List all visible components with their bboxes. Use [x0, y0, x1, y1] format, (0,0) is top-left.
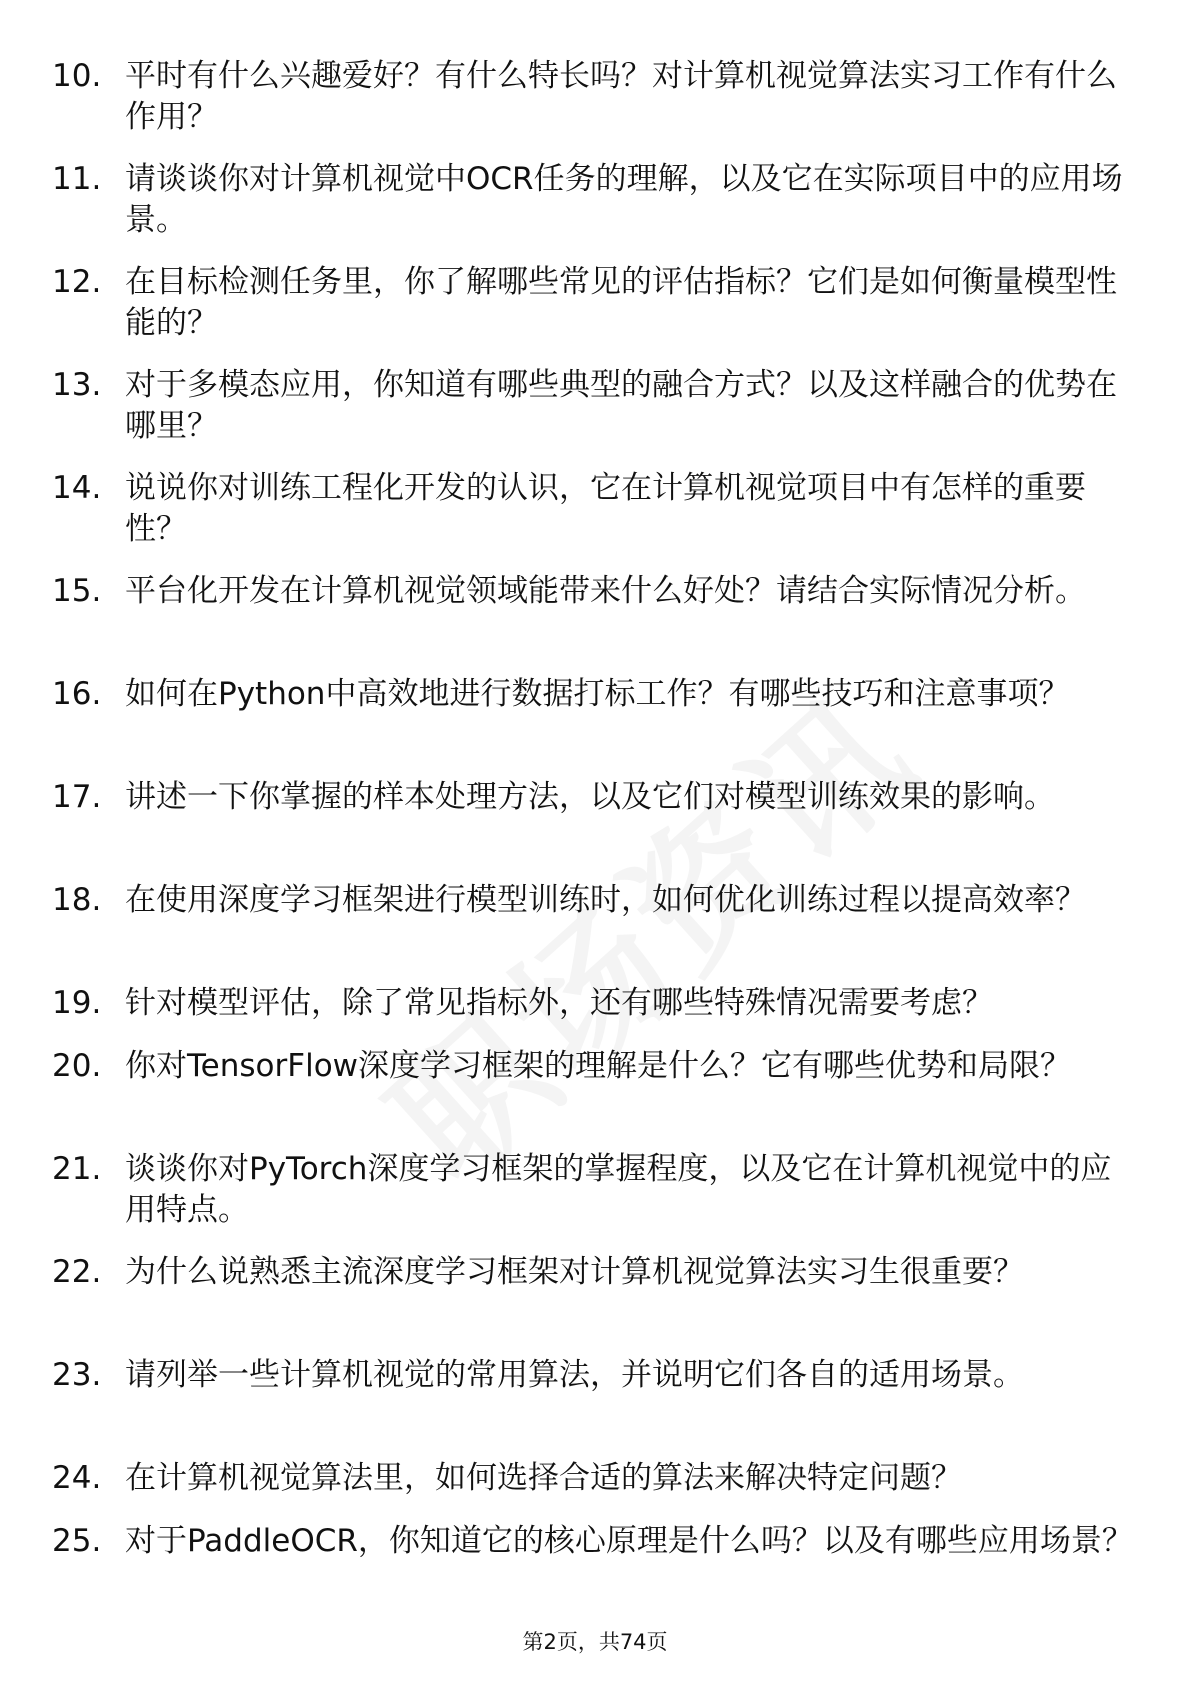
question-number: 10.	[52, 58, 102, 94]
question-text: 如何在Python中高效地进行数据打标工作？有哪些技巧和注意事项？	[125, 676, 1070, 712]
question-text: 说说你对训练工程化开发的认识，它在计算机视觉项目中有怎样的重要性？	[125, 470, 1086, 547]
question-number: 15.	[52, 573, 102, 609]
question-number: 25.	[52, 1523, 102, 1559]
list-item	[0, 674, 1190, 777]
list-item	[0, 159, 1190, 262]
question-list	[0, 56, 1190, 1624]
question-text: 讲述一下你掌握的样本处理方法，以及它们对模型训练效果的影响。	[125, 779, 1055, 815]
question-text: 在目标检测任务里，你了解哪些常见的评估指标？它们是如何衡量模型性能的？	[125, 264, 1117, 341]
list-item	[0, 262, 1190, 365]
question-number: 14.	[52, 470, 102, 506]
question-number: 24.	[52, 1460, 102, 1496]
question-number: 12.	[52, 264, 102, 300]
list-item	[0, 468, 1190, 571]
list-item	[0, 1355, 1190, 1458]
question-text: 针对模型评估，除了常见指标外，还有哪些特殊情况需要考虑？	[125, 985, 993, 1021]
question-text: 在计算机视觉算法里，如何选择合适的算法来解决特定问题？	[125, 1460, 962, 1496]
list-item	[0, 1046, 1190, 1149]
list-item	[0, 1149, 1190, 1252]
question-number: 22.	[52, 1254, 102, 1290]
question-number: 19.	[52, 985, 102, 1021]
question-text: 请谈谈你对计算机视觉中OCR任务的理解，以及它在实际项目中的应用场景。	[125, 161, 1123, 238]
question-number: 11.	[52, 161, 102, 197]
question-text: 谈谈你对PyTorch深度学习框架的掌握程度，以及它在计算机视觉中的应用特点。	[125, 1151, 1112, 1228]
question-text: 你对TensorFlow深度学习框架的理解是什么？它有哪些优势和局限？	[125, 1048, 1072, 1084]
list-item	[0, 777, 1190, 880]
question-text: 对于多模态应用，你知道有哪些典型的融合方式？以及这样融合的优势在哪里？	[125, 367, 1117, 444]
question-number: 23.	[52, 1357, 102, 1393]
question-text: 为什么说熟悉主流深度学习框架对计算机视觉算法实习生很重要？	[125, 1254, 1024, 1290]
question-number: 17.	[52, 779, 102, 815]
question-number: 20.	[52, 1048, 102, 1084]
list-item	[0, 1521, 1190, 1624]
question-number: 13.	[52, 367, 102, 403]
question-number: 16.	[52, 676, 102, 712]
page-footer: 第2页，共74页	[522, 1630, 668, 1654]
list-item	[0, 880, 1190, 983]
list-item	[0, 1458, 1190, 1521]
question-text: 请列举一些计算机视觉的常用算法，并说明它们各自的适用场景。	[125, 1357, 1024, 1393]
question-text: 对于PaddleOCR，你知道它的核心原理是什么吗？以及有哪些应用场景？	[125, 1523, 1133, 1559]
question-text: 在使用深度学习框架进行模型训练时，如何优化训练过程以提高效率？	[125, 882, 1086, 918]
question-number: 21.	[52, 1151, 102, 1187]
list-item	[0, 571, 1190, 674]
list-item	[0, 56, 1190, 159]
question-text: 平台化开发在计算机视觉领域能带来什么好处？请结合实际情况分析。	[125, 573, 1086, 609]
list-item	[0, 983, 1190, 1046]
question-text: 平时有什么兴趣爱好？有什么特长吗？对计算机视觉算法实习工作有什么作用？	[125, 58, 1117, 135]
question-number: 18.	[52, 882, 102, 918]
list-item	[0, 1252, 1190, 1355]
list-item	[0, 365, 1190, 468]
